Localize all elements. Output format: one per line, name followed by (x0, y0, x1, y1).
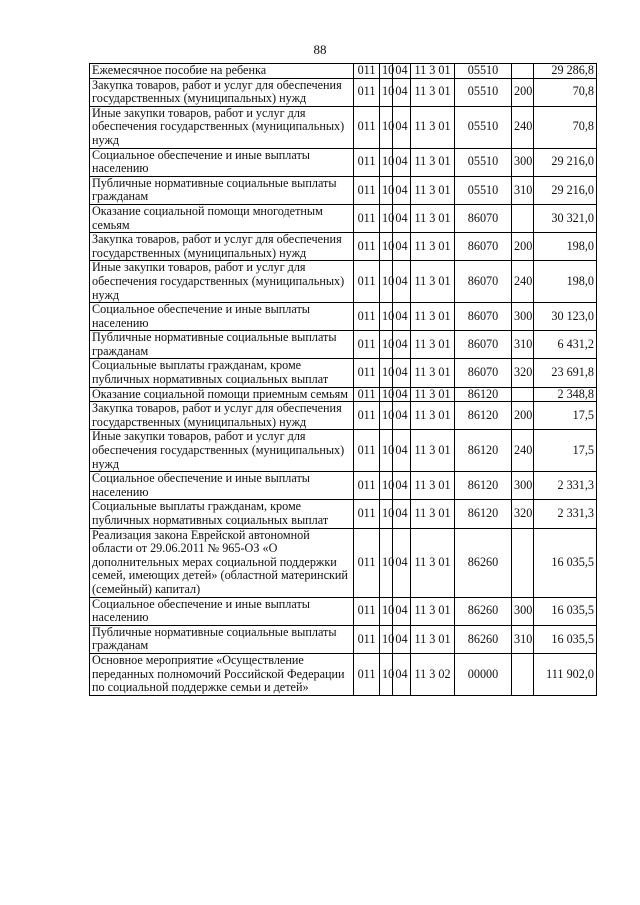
row-direction-code: 86070 (455, 303, 512, 331)
row-program-code: 11 3 01 (411, 387, 455, 402)
row-subsection-code: 04 (393, 528, 411, 597)
row-ministry-code: 011 (354, 387, 380, 402)
row-name: Социальные выплаты гражданам, кроме публичных нормативных социальных выплат (90, 359, 354, 387)
row-section-code: 10 (380, 331, 393, 359)
row-ministry-code: 011 (354, 233, 380, 261)
table-row (90, 597, 597, 625)
row-section-code: 10 (380, 528, 393, 597)
row-name: Социальное обеспечение и иные выплаты населению (90, 597, 354, 625)
row-program-code: 11 3 01 (411, 106, 455, 148)
row-ministry-code: 011 (354, 528, 380, 597)
row-section-code: 10 (380, 148, 393, 176)
row-amount: 30 321,0 (534, 204, 597, 232)
row-subsection-code: 04 (393, 597, 411, 625)
row-section-code: 10 (380, 597, 393, 625)
row-expense-type-code: 200 (512, 78, 534, 106)
row-section-code: 10 (380, 64, 393, 79)
row-direction-code: 86070 (455, 233, 512, 261)
row-section-code: 10 (380, 106, 393, 148)
row-name: Оказание социальной помощи многодетным семьям (90, 204, 354, 232)
row-direction-code: 05510 (455, 78, 512, 106)
row-direction-code: 05510 (455, 176, 512, 204)
row-expense-type-code: 240 (512, 261, 534, 303)
row-program-code: 11 3 01 (411, 148, 455, 176)
row-amount: 2 331,3 (534, 500, 597, 528)
budget-table (89, 63, 597, 696)
table-row (90, 430, 597, 472)
row-amount: 6 431,2 (534, 331, 597, 359)
row-program-code: 11 3 01 (411, 528, 455, 597)
row-section-code: 10 (380, 625, 393, 653)
row-ministry-code: 011 (354, 331, 380, 359)
row-direction-code: 00000 (455, 653, 512, 695)
row-program-code: 11 3 01 (411, 78, 455, 106)
row-program-code: 11 3 01 (411, 204, 455, 232)
row-subsection-code: 04 (393, 204, 411, 232)
row-program-code: 11 3 01 (411, 402, 455, 430)
table-row (90, 261, 597, 303)
row-ministry-code: 011 (354, 148, 380, 176)
row-amount: 17,5 (534, 402, 597, 430)
table-row (90, 78, 597, 106)
row-direction-code: 86120 (455, 472, 512, 500)
row-amount: 16 035,5 (534, 625, 597, 653)
row-direction-code: 86070 (455, 204, 512, 232)
row-section-code: 10 (380, 78, 393, 106)
row-direction-code: 86120 (455, 430, 512, 472)
row-name: Социальные выплаты гражданам, кроме публичных нормативных социальных выплат (90, 500, 354, 528)
table-row (90, 387, 597, 402)
row-name: Ежемесячное пособие на ребенка (90, 64, 354, 79)
row-subsection-code: 04 (393, 303, 411, 331)
row-subsection-code: 04 (393, 430, 411, 472)
row-amount: 23 691,8 (534, 359, 597, 387)
row-direction-code: 86260 (455, 597, 512, 625)
row-name: Основное мероприятие «Осуществление переданных полномочий Российской Федерации по социальной поддержке семьи и детей» (90, 653, 354, 695)
row-section-code: 10 (380, 472, 393, 500)
row-subsection-code: 04 (393, 653, 411, 695)
row-expense-type-code: 320 (512, 500, 534, 528)
row-ministry-code: 011 (354, 472, 380, 500)
row-ministry-code: 011 (354, 597, 380, 625)
row-ministry-code: 011 (354, 204, 380, 232)
row-subsection-code: 04 (393, 472, 411, 500)
row-subsection-code: 04 (393, 331, 411, 359)
row-section-code: 10 (380, 176, 393, 204)
row-section-code: 10 (380, 359, 393, 387)
row-program-code: 11 3 01 (411, 500, 455, 528)
row-program-code: 11 3 01 (411, 261, 455, 303)
row-expense-type-code: 310 (512, 331, 534, 359)
row-subsection-code: 04 (393, 233, 411, 261)
row-expense-type-code: 300 (512, 472, 534, 500)
row-expense-type-code: 200 (512, 233, 534, 261)
row-name: Иные закупки товаров, работ и услуг для обеспечения государственных (муниципальных) нужд (90, 106, 354, 148)
row-section-code: 10 (380, 204, 393, 232)
row-expense-type-code: 300 (512, 597, 534, 625)
row-amount: 2 348,8 (534, 387, 597, 402)
row-program-code: 11 3 01 (411, 303, 455, 331)
row-name: Публичные нормативные социальные выплаты гражданам (90, 625, 354, 653)
row-name: Иные закупки товаров, работ и услуг для обеспечения государственных (муниципальных) нужд (90, 261, 354, 303)
row-subsection-code: 04 (393, 261, 411, 303)
row-expense-type-code: 300 (512, 148, 534, 176)
row-section-code: 10 (380, 402, 393, 430)
row-direction-code: 05510 (455, 106, 512, 148)
row-amount: 198,0 (534, 233, 597, 261)
row-name: Закупка товаров, работ и услуг для обеспечения государственных (муниципальных) нужд (90, 233, 354, 261)
row-amount: 16 035,5 (534, 597, 597, 625)
row-subsection-code: 04 (393, 387, 411, 402)
row-expense-type-code (512, 528, 534, 597)
row-ministry-code: 011 (354, 625, 380, 653)
row-program-code: 11 3 01 (411, 430, 455, 472)
table-row (90, 331, 597, 359)
table-row (90, 528, 597, 597)
row-name: Социальное обеспечение и иные выплаты населению (90, 148, 354, 176)
row-name: Публичные нормативные социальные выплаты гражданам (90, 176, 354, 204)
row-ministry-code: 011 (354, 653, 380, 695)
table-row (90, 106, 597, 148)
row-expense-type-code: 310 (512, 625, 534, 653)
row-ministry-code: 011 (354, 430, 380, 472)
row-section-code: 10 (380, 233, 393, 261)
row-expense-type-code (512, 387, 534, 402)
row-section-code: 10 (380, 653, 393, 695)
table-row (90, 148, 597, 176)
row-amount: 30 123,0 (534, 303, 597, 331)
row-program-code: 11 3 01 (411, 625, 455, 653)
table-row (90, 472, 597, 500)
table-row (90, 402, 597, 430)
row-subsection-code: 04 (393, 500, 411, 528)
row-direction-code: 86260 (455, 528, 512, 597)
row-direction-code: 86260 (455, 625, 512, 653)
row-program-code: 11 3 01 (411, 331, 455, 359)
row-expense-type-code: 240 (512, 106, 534, 148)
row-section-code: 10 (380, 261, 393, 303)
row-name: Закупка товаров, работ и услуг для обеспечения государственных (муниципальных) нужд (90, 78, 354, 106)
table-row (90, 233, 597, 261)
row-direction-code: 86120 (455, 387, 512, 402)
row-amount: 198,0 (534, 261, 597, 303)
row-subsection-code: 04 (393, 402, 411, 430)
row-ministry-code: 011 (354, 64, 380, 79)
row-section-code: 10 (380, 430, 393, 472)
row-amount: 29 216,0 (534, 176, 597, 204)
row-amount: 17,5 (534, 430, 597, 472)
row-subsection-code: 04 (393, 359, 411, 387)
row-program-code: 11 3 01 (411, 597, 455, 625)
row-program-code: 11 3 01 (411, 64, 455, 79)
table-row (90, 303, 597, 331)
row-ministry-code: 011 (354, 261, 380, 303)
row-ministry-code: 011 (354, 106, 380, 148)
row-subsection-code: 04 (393, 148, 411, 176)
row-expense-type-code (512, 64, 534, 79)
table-row (90, 625, 597, 653)
row-name: Реализация закона Еврейской автономной области от 29.06.2011 № 965-ОЗ «О дополнительных мерах социальной поддержки семей, имеющих детей» (областной материнский (семейный) капитал) (90, 528, 354, 597)
row-program-code: 11 3 01 (411, 233, 455, 261)
row-expense-type-code: 320 (512, 359, 534, 387)
row-amount: 29 286,8 (534, 64, 597, 79)
row-program-code: 11 3 02 (411, 653, 455, 695)
row-name: Иные закупки товаров, работ и услуг для обеспечения государственных (муниципальных) нужд (90, 430, 354, 472)
row-subsection-code: 04 (393, 625, 411, 653)
row-name: Социальное обеспечение и иные выплаты населению (90, 303, 354, 331)
row-ministry-code: 011 (354, 78, 380, 106)
row-direction-code: 86120 (455, 402, 512, 430)
row-subsection-code: 04 (393, 176, 411, 204)
row-program-code: 11 3 01 (411, 176, 455, 204)
row-ministry-code: 011 (354, 303, 380, 331)
row-expense-type-code: 300 (512, 303, 534, 331)
row-amount: 70,8 (534, 106, 597, 148)
row-ministry-code: 011 (354, 500, 380, 528)
row-section-code: 10 (380, 500, 393, 528)
row-amount: 2 331,3 (534, 472, 597, 500)
row-direction-code: 86070 (455, 261, 512, 303)
table-row (90, 653, 597, 695)
row-direction-code: 86070 (455, 331, 512, 359)
row-name: Закупка товаров, работ и услуг для обеспечения государственных (муниципальных) нужд (90, 402, 354, 430)
row-expense-type-code: 200 (512, 402, 534, 430)
page-number: 88 (313, 42, 327, 57)
row-direction-code: 05510 (455, 148, 512, 176)
row-direction-code: 86070 (455, 359, 512, 387)
row-ministry-code: 011 (354, 176, 380, 204)
row-section-code: 10 (380, 303, 393, 331)
row-amount: 16 035,5 (534, 528, 597, 597)
row-section-code: 10 (380, 387, 393, 402)
row-expense-type-code: 310 (512, 176, 534, 204)
row-program-code: 11 3 01 (411, 472, 455, 500)
table-row (90, 64, 597, 79)
row-direction-code: 86120 (455, 500, 512, 528)
table-row (90, 204, 597, 232)
row-amount: 111 902,0 (534, 653, 597, 695)
row-amount: 29 216,0 (534, 148, 597, 176)
row-subsection-code: 04 (393, 106, 411, 148)
row-name: Оказание социальной помощи приемным семьям (90, 387, 354, 402)
budget-rows (90, 64, 597, 696)
row-name: Социальное обеспечение и иные выплаты населению (90, 472, 354, 500)
row-ministry-code: 011 (354, 359, 380, 387)
table-row (90, 176, 597, 204)
row-subsection-code: 04 (393, 78, 411, 106)
row-ministry-code: 011 (354, 402, 380, 430)
row-subsection-code: 04 (393, 64, 411, 79)
row-program-code: 11 3 01 (411, 359, 455, 387)
row-expense-type-code (512, 204, 534, 232)
row-name: Публичные нормативные социальные выплаты гражданам (90, 331, 354, 359)
table-row (90, 500, 597, 528)
row-expense-type-code (512, 653, 534, 695)
table-row (90, 359, 597, 387)
row-expense-type-code: 240 (512, 430, 534, 472)
row-amount: 70,8 (534, 78, 597, 106)
row-direction-code: 05510 (455, 64, 512, 79)
